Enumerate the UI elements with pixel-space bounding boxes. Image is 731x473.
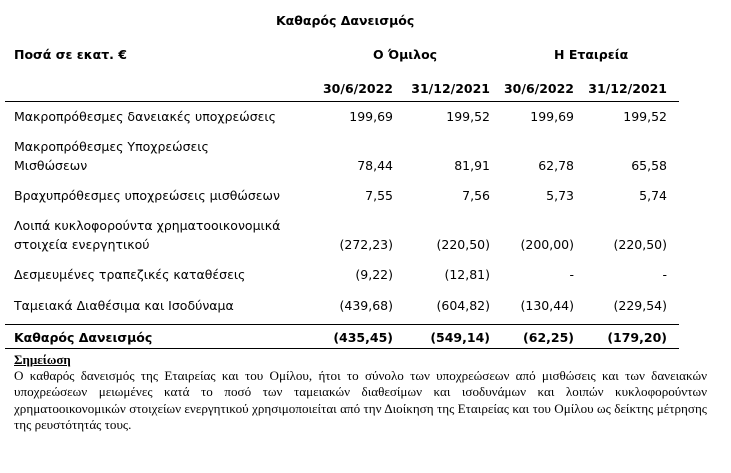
- row-value: 78,44: [357, 158, 393, 173]
- row-value: 199,69: [530, 109, 574, 124]
- group-header: Ο Όμιλος: [373, 47, 438, 62]
- row-value: (220,50): [613, 237, 667, 252]
- notes-body: Ο καθαρός δανεισμός της Εταιρείας και του Ομίλου, ήτοι το σύνολο των υποχρεώσεων από μισθώσεις και των δανειακών υποχρεώσεων μειωμένες κατά το ποσό των ταμειακών διαθεσίμων και ισοδυνάμων και λοιπών κυκλοφορούντων χρηματοοικονομικών στοιχείων ενεργητικού χρησιμοποιείται από την Διοίκηση της Εταιρείας και του Ομίλου ως δείκτης μέτρησης της ρευστότητάς τους.: [14, 368, 707, 433]
- row-label: Μακροπρόθεσμες Υποχρεώσεις Μισθώσεων: [14, 139, 209, 173]
- row-value: 7,56: [462, 188, 490, 203]
- row-value: 199,52: [446, 109, 490, 124]
- row-label: Βραχυπρόθεσμες υποχρεώσεις μισθώσεων: [14, 188, 281, 203]
- row-label: Μακροπρόθεσμες δανειακές υποχρεώσεις: [14, 109, 276, 124]
- total-value: (62,25): [523, 330, 574, 345]
- row-value: (200,00): [520, 237, 574, 252]
- row-label: Λοιπά κυκλοφορούντα χρηματοοικονομικά στοιχεία ενεργητικού: [14, 218, 281, 252]
- row-value: (130,44): [520, 298, 574, 313]
- bottom-separator: [5, 348, 679, 349]
- row-value: -: [662, 267, 667, 282]
- row-value: 81,91: [454, 158, 490, 173]
- row-value: (272,23): [339, 237, 393, 252]
- total-value: (179,20): [607, 330, 667, 345]
- total-label: Καθαρός Δανεισμός: [14, 330, 153, 345]
- row-value: 7,55: [365, 188, 393, 203]
- notes-title: Σημείωση: [14, 352, 71, 367]
- date-header-company-current: 30/6/2022: [503, 81, 574, 96]
- date-header-group-prior: 31/12/2021: [411, 81, 490, 96]
- company-header: Η Εταιρεία: [554, 47, 629, 62]
- row-value: (439,68): [339, 298, 393, 313]
- total-value: (435,45): [333, 330, 393, 345]
- row-label: Ταμειακά Διαθέσιμα και Ισοδύναμα: [14, 298, 234, 313]
- row-value: 62,78: [538, 158, 574, 173]
- row-value: 199,69: [349, 109, 393, 124]
- row-value: (220,50): [436, 237, 490, 252]
- row-value: (229,54): [613, 298, 667, 313]
- date-header-group-current: 30/6/2022: [322, 81, 393, 96]
- row-value: (12,81): [444, 267, 490, 282]
- units-label: Ποσά σε εκατ. €: [14, 47, 127, 62]
- row-value: 5,73: [546, 188, 574, 203]
- row-value: 5,74: [639, 188, 667, 203]
- header-separator: [5, 101, 679, 102]
- date-header-company-prior: 31/12/2021: [588, 81, 667, 96]
- row-value: -: [569, 267, 574, 282]
- table-title: Καθαρός Δανεισμός: [276, 13, 415, 28]
- total-value: (549,14): [430, 330, 490, 345]
- row-label: Δεσμευμένες τραπεζικές καταθέσεις: [14, 267, 246, 282]
- row-value: 65,58: [631, 158, 667, 173]
- row-value: (9,22): [355, 267, 393, 282]
- row-value: 199,52: [623, 109, 667, 124]
- total-separator: [5, 324, 679, 325]
- row-value: (604,82): [436, 298, 490, 313]
